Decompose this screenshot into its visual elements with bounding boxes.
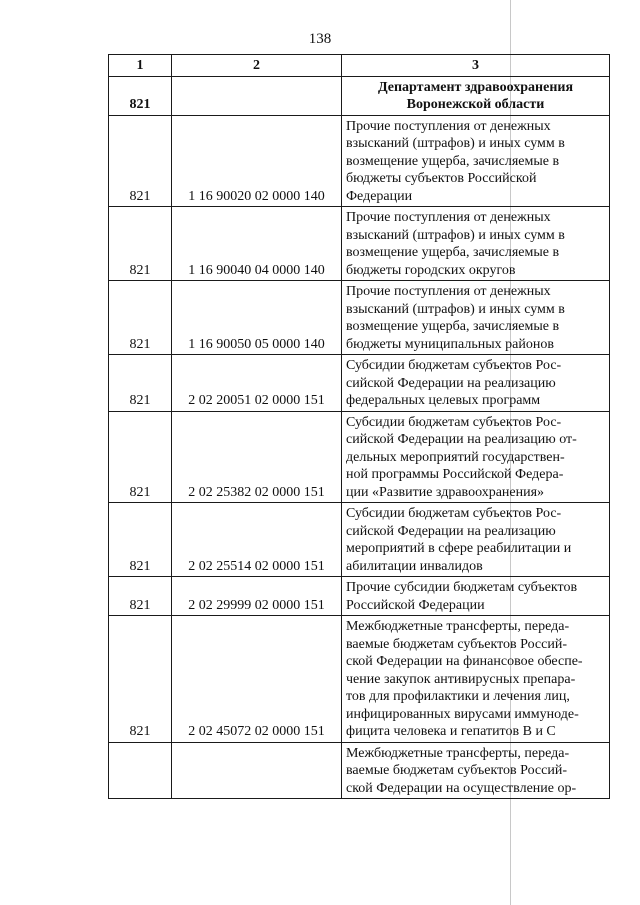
- income-name-line: тов для профилактики и лечения лиц,: [346, 689, 570, 704]
- budget-code-cell: 2 02 25514 02 0000 151: [172, 503, 342, 577]
- income-name-line: взысканий (штрафов) и иных сумм в: [346, 227, 565, 243]
- income-name-line: Прочие поступления от денежных: [346, 284, 551, 299]
- income-name-line: абилитации инвалидов: [346, 558, 483, 574]
- income-name-line: Субсидии бюджетам субъектов Рос-: [346, 358, 562, 373]
- income-name-cell: [342, 616, 610, 743]
- income-name-line: ваемые бюджетам субъектов Россий-: [346, 636, 567, 652]
- budget-code-cell: [172, 742, 342, 799]
- admin-code-cell: 821: [109, 281, 172, 355]
- department-admin-code: 821: [109, 76, 172, 115]
- income-name-line: дельных мероприятий государствен-: [346, 449, 565, 465]
- table-row: [109, 616, 610, 743]
- table-row: [109, 207, 610, 281]
- budget-code-cell: 1 16 90050 05 0000 140: [172, 281, 342, 355]
- admin-code-cell: 821: [109, 207, 172, 281]
- admin-code-cell: 821: [109, 355, 172, 412]
- income-name-line: инфицированных вирусами иммуноде-: [346, 706, 579, 722]
- income-name-line: возмещение ущерба, зачисляемые в: [346, 245, 560, 260]
- admin-code-cell: 821: [109, 115, 172, 207]
- income-name-line: взысканий (штрафов) и иных сумм в: [346, 136, 565, 151]
- table-row: [109, 577, 610, 616]
- header-col-3: 3: [342, 55, 610, 77]
- admin-code-cell: 821: [109, 503, 172, 577]
- income-name-line: Межбюджетные трансферты, переда-: [346, 619, 570, 634]
- income-name-line: чение закупок антивирусных препара-: [346, 671, 576, 687]
- income-name-line: бюджеты городских округов: [346, 262, 516, 278]
- department-row: [109, 76, 610, 115]
- header-col-2: 2: [172, 55, 342, 77]
- table-row: [109, 281, 610, 355]
- income-name-cell: [342, 355, 610, 412]
- admin-code-cell: 821: [109, 577, 172, 616]
- department-name-line: Департамент здравоохранения: [377, 79, 574, 95]
- income-name-line: бюджеты субъектов Российской: [346, 171, 537, 186]
- income-name-line: ной программы Российской Федера-: [346, 467, 564, 482]
- income-name-line: возмещение ущерба, зачисляемые в: [346, 153, 560, 169]
- income-name-line: ции «Развитие здравоохранения»: [346, 484, 545, 500]
- income-name-line: фицита человека и гепатитов В и С: [346, 724, 556, 739]
- income-name-line: взысканий (штрафов) и иных сумм в: [346, 301, 565, 317]
- table-body-rows: [109, 115, 610, 799]
- budget-codes-table: [108, 54, 610, 799]
- income-name-line: Прочие поступления от денежных: [346, 210, 551, 225]
- table-header-row: [109, 55, 610, 77]
- table-row: [109, 115, 610, 207]
- admin-code-cell: 821: [109, 411, 172, 503]
- income-name-cell: [342, 503, 610, 577]
- department-name-line: Воронежской области: [406, 97, 545, 112]
- income-name-line: Прочие субсидии бюджетам субъектов: [346, 580, 578, 595]
- budget-code-cell: 2 02 20051 02 0000 151: [172, 355, 342, 412]
- income-name-line: возмещение ущерба, зачисляемые в: [346, 319, 560, 334]
- department-budget-code: [172, 76, 342, 115]
- budget-code-cell: 2 02 25382 02 0000 151: [172, 411, 342, 503]
- income-name-line: бюджеты муниципальных районов: [346, 336, 554, 352]
- income-name-cell: [342, 207, 610, 281]
- budget-code-cell: 2 02 45072 02 0000 151: [172, 616, 342, 743]
- budget-code-cell: 1 16 90020 02 0000 140: [172, 115, 342, 207]
- header-col-1: 1: [109, 55, 172, 77]
- income-name-line: Прочие поступления от денежных: [346, 118, 551, 134]
- income-name-line: ской Федерации на осуществление ор-: [346, 780, 577, 796]
- income-name-line: ской Федерации на финансовое обеспе-: [346, 654, 583, 669]
- admin-code-cell: [109, 742, 172, 799]
- income-name-line: Межбюджетные трансферты, переда-: [346, 745, 570, 761]
- income-name-cell: [342, 411, 610, 503]
- table-row: [109, 503, 610, 577]
- income-name-line: Российской Федерации: [346, 597, 485, 613]
- table-row: [109, 411, 610, 503]
- income-name-line: Федерации: [346, 188, 413, 204]
- table-row: [109, 742, 610, 799]
- budget-code-cell: 2 02 29999 02 0000 151: [172, 577, 342, 616]
- department-name: [342, 76, 610, 115]
- income-name-cell: [342, 281, 610, 355]
- income-name-line: мероприятий в сфере реабилитации и: [346, 541, 572, 556]
- income-name-line: федеральных целевых программ: [346, 393, 541, 408]
- income-name-line: Субсидии бюджетам субъектов Рос-: [346, 506, 562, 521]
- income-name-line: сийской Федерации на реализацию: [346, 375, 556, 391]
- income-name-line: ваемые бюджетам субъектов Россий-: [346, 763, 567, 778]
- table-row: [109, 355, 610, 412]
- income-name-line: Субсидии бюджетам субъектов Рос-: [346, 414, 562, 430]
- income-name-cell: [342, 115, 610, 207]
- budget-code-cell: 1 16 90040 04 0000 140: [172, 207, 342, 281]
- income-name-line: сийской Федерации на реализацию: [346, 523, 556, 539]
- income-name-line: сийской Федерации на реализацию от-: [346, 432, 577, 447]
- admin-code-cell: 821: [109, 616, 172, 743]
- income-name-cell: [342, 577, 610, 616]
- income-name-cell: [342, 742, 610, 799]
- page-number: 138: [308, 31, 332, 47]
